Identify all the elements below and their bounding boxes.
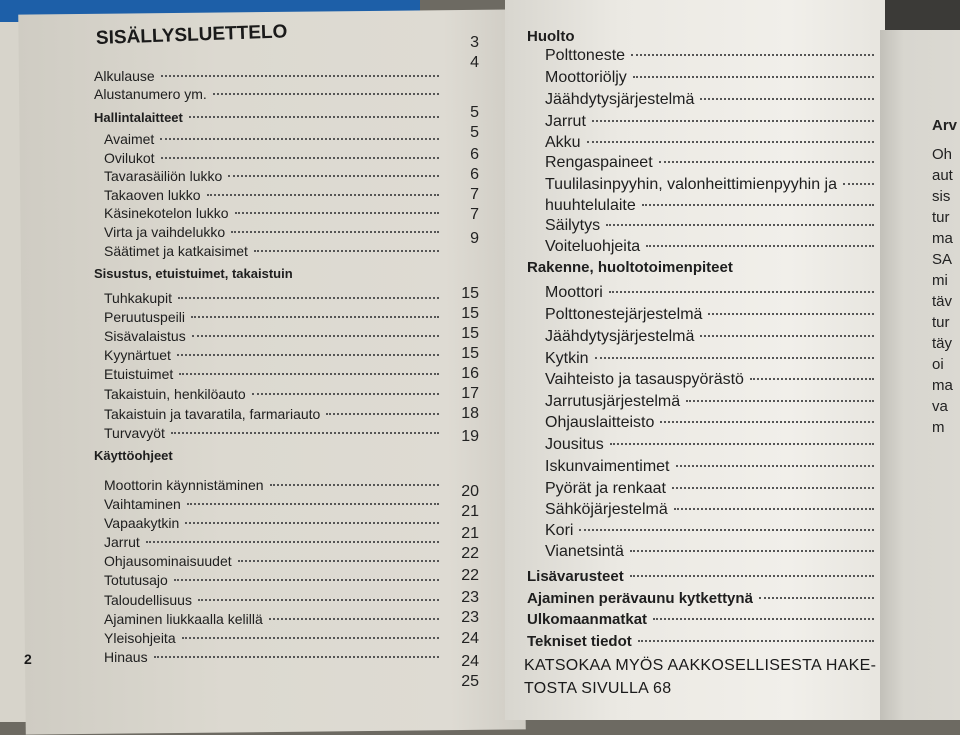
toc-entry-label: Jarrut [104, 534, 140, 550]
toc-entry-label: Kytkin [545, 350, 589, 367]
toc-entry-label: Jäähdytysjärjestelmä [545, 91, 695, 108]
toc-entry-label: Jousitus [545, 436, 604, 453]
toc-entry-label: Alustanumero ym. [94, 86, 207, 102]
dot-leader [207, 194, 439, 196]
toc-page-number: 21 [461, 503, 479, 520]
dot-leader [674, 508, 874, 510]
toc-entry [94, 68, 445, 84]
toc-entry-label: Polttonestejärjestelmä [545, 306, 703, 323]
toc-page-number: 15 [461, 325, 479, 342]
dot-leader [174, 579, 439, 581]
dot-leader [686, 400, 874, 402]
dot-leader [660, 421, 874, 423]
dot-leader [592, 120, 874, 122]
page-title: SISÄLLYSLUETTELO [95, 21, 288, 49]
toc-entry [104, 309, 445, 325]
dot-leader [646, 245, 874, 247]
toc-entry [104, 290, 445, 306]
toc-page-number: 5 [470, 104, 479, 121]
toc-entry-label: Rengaspaineet [545, 154, 653, 171]
toc-page-number: 15 [461, 345, 479, 362]
dot-leader [179, 373, 439, 375]
dot-leader [633, 76, 874, 78]
toc-entry-label: Käsinekotelon lukko [104, 205, 229, 221]
toc-entry [545, 543, 880, 561]
toc-entry-label: Moottori [545, 284, 603, 301]
dot-leader [653, 618, 874, 620]
toc-entry [104, 611, 445, 627]
toc-entry [94, 266, 445, 281]
toc-page-number: 23 [461, 609, 479, 626]
dot-leader [238, 560, 439, 562]
dot-leader [235, 212, 439, 214]
toc-entry [104, 150, 445, 166]
toc-entry [545, 134, 880, 152]
toc-entry-label: Sisävalaistus [104, 328, 186, 344]
toc-entry [104, 131, 445, 147]
dot-leader [182, 637, 439, 639]
toc-entry-label: Kori [545, 522, 574, 539]
toc-entry-label: Ovilukot [104, 150, 155, 166]
dot-leader [579, 529, 874, 531]
dot-leader [750, 378, 874, 380]
next-page-line: mi [932, 272, 948, 289]
toc-entry-label: Tuhkakupit [104, 290, 172, 306]
dot-leader [161, 75, 439, 77]
dot-leader [672, 487, 874, 489]
toc-entry [104, 630, 445, 646]
toc-page-number: 7 [470, 206, 479, 223]
toc-entry [545, 217, 880, 235]
dot-leader [630, 575, 874, 577]
toc-entry-label: Taloudellisuus [104, 592, 192, 608]
toc-entry [104, 592, 445, 608]
toc-page-number: 19 [461, 428, 479, 445]
toc-entry-label: Jäähdytysjärjestelmä [545, 328, 695, 345]
next-page-line: tur [932, 209, 950, 226]
toc-entry-label: Hinaus [104, 649, 148, 665]
dot-leader [326, 413, 439, 415]
dot-leader [700, 335, 874, 337]
toc-page-number: 5 [470, 124, 479, 141]
toc-entry-label: Jarrut [545, 113, 586, 130]
toc-entry-label: Tuulilasinpyyhin, valonheittimienpyyhin ja [545, 176, 838, 193]
toc-entry [94, 86, 445, 102]
toc-page-number: 22 [461, 545, 479, 562]
dot-leader [606, 224, 874, 226]
toc-entry-label: Sähköjärjestelmä [545, 501, 668, 518]
toc-entry [104, 347, 445, 363]
toc-entry-label: Rakenne, huoltotoimenpiteet [527, 259, 733, 276]
toc-entry [94, 448, 445, 463]
toc-page-number: 6 [470, 146, 479, 163]
dot-leader [192, 335, 439, 337]
dot-leader [228, 175, 439, 177]
dot-leader [254, 250, 439, 252]
toc-entry [527, 28, 880, 45]
next-page-line: ma [932, 230, 953, 247]
toc-entry [545, 154, 880, 172]
toc-entry [545, 436, 880, 454]
toc-entry-label: Käyttöohjeet [94, 448, 173, 463]
toc-entry [104, 477, 445, 493]
toc-page-number: 15 [461, 285, 479, 302]
dot-leader [270, 484, 439, 486]
dot-leader [161, 157, 439, 159]
toc-entry [545, 414, 880, 432]
next-page-heading: Arv [932, 117, 958, 134]
toc-entry [104, 534, 445, 550]
toc-page-number: 3 [470, 34, 479, 51]
toc-page-number: 24 [461, 653, 479, 670]
dot-leader [659, 161, 874, 163]
toc-entry [545, 197, 880, 215]
dot-leader [642, 204, 874, 206]
toc-entry [545, 69, 880, 87]
dot-leader [252, 393, 439, 395]
toc-entry-label: Etuistuimet [104, 366, 174, 382]
next-page-line: aut [932, 167, 953, 184]
toc-page-number: 22 [461, 567, 479, 584]
toc-entry-label: Moottorin käynnistäminen [104, 477, 264, 493]
toc-entry [104, 205, 445, 221]
dot-leader [610, 443, 874, 445]
next-page-line: SA [932, 251, 953, 268]
dot-leader [269, 618, 439, 620]
toc-entry-label: Vianetsintä [545, 543, 624, 560]
toc-entry [104, 366, 445, 382]
toc-entry-label: Ajaminen liukkaalla kelillä [104, 611, 263, 627]
toc-entry-label: Vaihteisto ja tasauspyörästö [545, 371, 744, 388]
toc-entry [104, 425, 445, 441]
next-page-text [932, 115, 957, 438]
toc-entry-label: Tekniset tiedot [527, 633, 632, 650]
toc-page-number: 24 [461, 630, 479, 647]
toc-entry-label: Akku [545, 134, 581, 151]
toc-entry-label: Moottoriöljy [545, 69, 627, 86]
toc-entry-label: Säilytys [545, 217, 601, 234]
dot-leader [595, 357, 874, 359]
toc-page-number: 21 [461, 525, 479, 542]
toc-entry-label: Pyörät ja renkaat [545, 480, 666, 497]
toc-entry-label: Ohjauslaitteisto [545, 414, 655, 431]
toc-page-number: 6 [470, 166, 479, 183]
toc-entry [545, 284, 880, 302]
dot-leader [676, 465, 875, 467]
toc-page-number: 15 [461, 305, 479, 322]
toc-entry [527, 611, 880, 628]
toc-entry-label: Yleisohjeita [104, 630, 176, 646]
toc-entry-label: Takaistuin, henkilöauto [104, 386, 246, 402]
toc-entry-label: Jarrutusjärjestelmä [545, 393, 681, 410]
toc-entry [545, 458, 880, 476]
toc-entry [104, 243, 445, 259]
toc-page-number: 25 [461, 673, 479, 690]
toc-entry-label: Lisävarusteet [527, 568, 624, 585]
dot-leader [700, 98, 874, 100]
toc-entry [104, 553, 445, 569]
toc-entry-label: Polttoneste [545, 47, 626, 64]
next-page-line: tur [932, 314, 950, 331]
toc-entry [104, 224, 445, 240]
toc-entry-label: huuhtelulaite [545, 197, 636, 214]
toc-entry-label: Kyynärtuet [104, 347, 171, 363]
toc-page-number: 9 [470, 230, 479, 247]
toc-entry [104, 386, 445, 402]
toc-entry [104, 406, 445, 422]
dot-leader [843, 183, 874, 185]
toc-entry [104, 515, 445, 531]
dot-leader [160, 138, 439, 140]
next-page-line: täy [932, 335, 953, 352]
toc-entry-label: Peruutuspeili [104, 309, 185, 325]
toc-entry [104, 572, 445, 588]
toc-page-number: 17 [461, 385, 479, 402]
next-page-line: oi [932, 356, 944, 373]
toc-entry-label: Alkulause [94, 68, 155, 84]
toc-entry-label: Huolto [527, 28, 575, 45]
toc-page-number: 16 [461, 365, 479, 382]
dot-leader [630, 550, 874, 552]
toc-page-number: 4 [470, 54, 479, 71]
toc-entry [545, 393, 880, 411]
dot-leader [759, 597, 874, 599]
next-page-line: va [932, 398, 948, 415]
dot-leader [171, 432, 439, 434]
dot-leader [587, 141, 874, 143]
dot-leader [708, 313, 874, 315]
toc-entry [545, 480, 880, 498]
next-page-line: m [932, 419, 945, 436]
toc-entry-label: Iskunvaimentimet [545, 458, 670, 475]
toc-entry [545, 306, 880, 324]
toc-page-number: 18 [461, 405, 479, 422]
dot-leader [146, 541, 439, 543]
dot-leader [198, 599, 439, 601]
toc-entry [104, 649, 445, 665]
toc-entry [545, 371, 880, 389]
toc-entry-label: Turvavyöt [104, 425, 165, 441]
toc-entry [104, 496, 445, 512]
toc-entry-label: Sisustus, etuistuimet, takaistuin [94, 266, 293, 281]
toc-entry [545, 47, 880, 65]
toc-entry-label: Ajaminen perävaunu kytkettynä [527, 590, 753, 607]
toc-entry [545, 350, 880, 368]
toc-entry [545, 328, 880, 346]
toc-entry [104, 187, 445, 203]
next-page-line: ma [932, 377, 953, 394]
index-note-line-1: KATSOKAA MYÖS AAKKOSELLISESTA HAKE- [524, 657, 877, 674]
toc-entry [104, 168, 445, 184]
toc-entry [527, 633, 880, 650]
toc-page-number: 20 [461, 483, 479, 500]
index-note-line-2: TOSTA SIVULLA 68 [524, 680, 672, 697]
toc-entry-label: Voiteluohjeita [545, 238, 641, 255]
toc-page-number: 23 [461, 589, 479, 606]
toc-entry-label: Totutusajo [104, 572, 168, 588]
toc-entry-label: Avaimet [104, 131, 155, 147]
dot-leader [178, 297, 439, 299]
dot-leader [177, 354, 439, 356]
next-page-line: täv [932, 293, 953, 310]
toc-entry [527, 259, 880, 276]
next-page-line: Oh [932, 146, 953, 163]
toc-entry-label: Vaihtaminen [104, 496, 181, 512]
toc-entry-label: Takaoven lukko [104, 187, 201, 203]
dot-leader [609, 291, 874, 293]
dot-leader [154, 656, 439, 658]
toc-entry-label: Hallintalaitteet [94, 110, 183, 125]
toc-entry [545, 501, 880, 519]
dot-leader [191, 316, 439, 318]
dot-leader [231, 231, 439, 233]
dot-leader [213, 93, 439, 95]
toc-entry [527, 590, 880, 607]
toc-entry-label: Ulkomaanmatkat [527, 611, 648, 628]
dot-leader [185, 522, 439, 524]
toc-entry [545, 91, 880, 109]
toc-entry [94, 110, 445, 125]
toc-entry [545, 238, 880, 256]
toc-entry-label: Takaistuin ja tavaratila, farmariauto [104, 406, 321, 422]
toc-entry [527, 568, 880, 585]
toc-entry-label: Virta ja vaihdelukko [104, 224, 226, 240]
background-strip [880, 0, 960, 30]
toc-entry [104, 328, 445, 344]
dot-leader [189, 116, 439, 118]
dot-leader [631, 54, 874, 56]
next-page-line: sis [932, 188, 951, 205]
next-page [880, 30, 960, 720]
toc-page-number: 7 [470, 186, 479, 203]
toc-entry [545, 522, 880, 540]
dot-leader [638, 640, 874, 642]
page-number: 2 [24, 651, 32, 667]
toc-entry-label: Tavarasäiliön lukko [104, 168, 223, 184]
toc-entry-label: Säätimet ja katkaisimet [104, 243, 248, 259]
toc-entry [545, 113, 880, 131]
toc-entry-label: Vapaakytkin [104, 515, 180, 531]
toc-entry-label: Ohjausominaisuudet [104, 553, 232, 569]
toc-entry [545, 176, 880, 194]
dot-leader [187, 503, 439, 505]
